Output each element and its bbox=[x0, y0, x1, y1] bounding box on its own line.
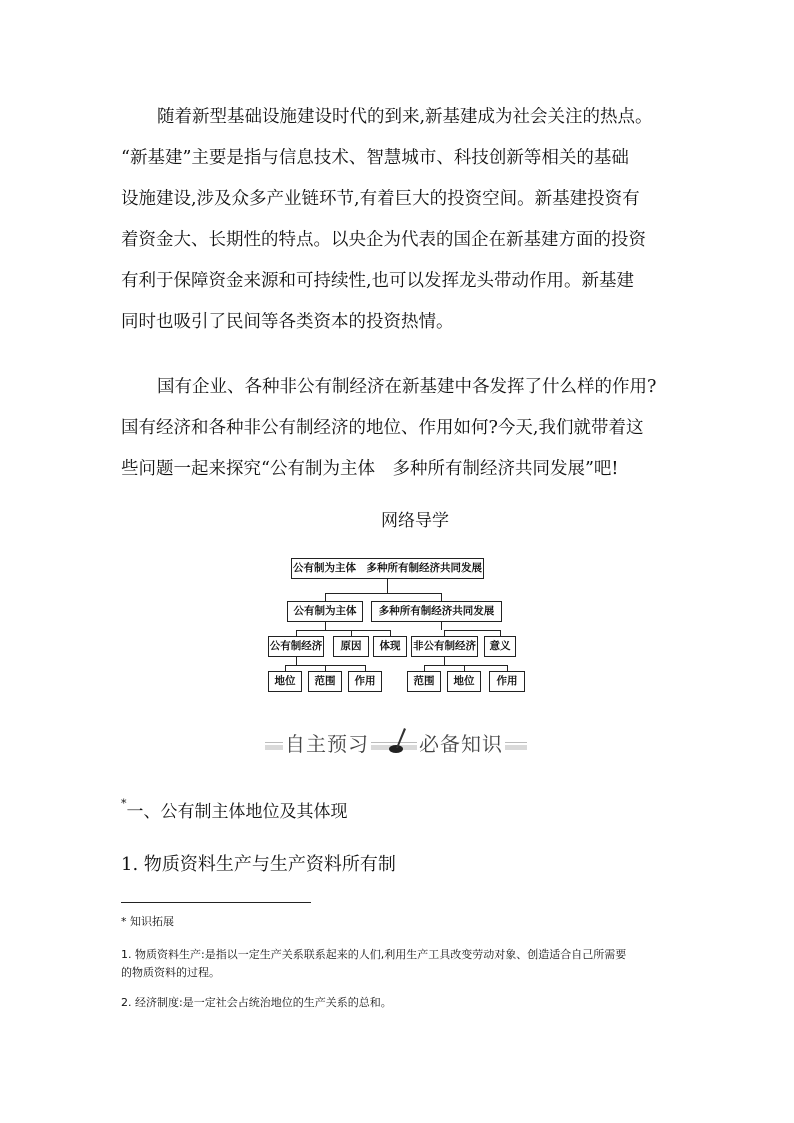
banner-right-text: 必备知识 bbox=[417, 728, 505, 757]
section-heading-2: 1. 物质资料生产与生产资料所有制 bbox=[121, 854, 396, 875]
section-1-title: 一、公有制主体地位及其体现 bbox=[126, 802, 348, 822]
footnote-mark: * bbox=[121, 797, 127, 810]
diagram-title: 网络导学 bbox=[381, 511, 449, 531]
footnote-item-1-line: 1. 物质资料生产:是指以一定生产关系联系起来的人们,利用生产工具改变劳动对象、创造适合自己所需要 bbox=[121, 948, 627, 961]
diagram-leaf: 地位 bbox=[268, 671, 302, 692]
diagram-node-public-economy: 公有制经济 bbox=[268, 636, 324, 657]
question-line: 些问题一起来探究“公有制为主体 多种所有制经济共同发展”吧! bbox=[121, 459, 619, 479]
diagram-leaf: 范围 bbox=[308, 671, 342, 692]
section-heading-1 bbox=[121, 797, 348, 822]
section-banner bbox=[265, 724, 527, 760]
diagram-root: 公有制为主体 多种所有制经济共同发展 bbox=[291, 558, 484, 579]
diagram-node-significance: 意义 bbox=[484, 636, 516, 657]
diagram-leaf: 作用 bbox=[348, 671, 382, 692]
ink-pen-icon bbox=[387, 726, 409, 754]
footnote-item-1 bbox=[121, 946, 681, 982]
footnote-item-2: 2. 经济制度:是一定社会占统治地位的生产关系的总和。 bbox=[121, 996, 392, 1009]
question-paragraph bbox=[121, 367, 681, 490]
intro-line: 有利于保障资金来源和可持续性,也可以发挥龙头带动作用。新基建 bbox=[121, 271, 635, 291]
question-line: 国有经济和各种非公有制经济的地位、作用如何?今天,我们就带着这 bbox=[121, 418, 644, 438]
intro-line: 着资金大、长期性的特点。以央企为代表的国企在新基建方面的投资 bbox=[121, 230, 646, 250]
diagram-node-embodiment: 体现 bbox=[373, 636, 407, 657]
question-line: 国有企业、各种非公有制经济在新基建中各发挥了什么样的作用? bbox=[157, 377, 657, 397]
footnote-heading: * 知识拓展 bbox=[121, 915, 174, 928]
diagram-left-node: 公有制为主体 bbox=[287, 601, 363, 622]
intro-line: 同时也吸引了民间等各类资本的投资热情。 bbox=[121, 312, 454, 332]
footnote-item-1-line: 的物质资料的过程。 bbox=[121, 966, 220, 979]
diagram-leaf: 作用 bbox=[489, 671, 525, 692]
intro-paragraph bbox=[121, 97, 681, 343]
diagram-node-nonpublic-economy: 非公有制经济 bbox=[411, 636, 478, 657]
diagram-leaf: 范围 bbox=[407, 671, 441, 692]
intro-line: “新基建”主要是指与信息技术、智慧城市、科技创新等相关的基础 bbox=[121, 148, 629, 168]
intro-line: 随着新型基础设施建设时代的到来,新基建成为社会关注的热点。 bbox=[157, 107, 653, 127]
banner-left-text: 自主预习 bbox=[283, 728, 371, 757]
intro-line: 设施建设,涉及众多产业链环节,有着巨大的投资空间。新基建投资有 bbox=[121, 189, 640, 209]
diagram-node-reason: 原因 bbox=[333, 636, 369, 657]
footnote-divider bbox=[121, 902, 311, 903]
diagram-leaf: 地位 bbox=[447, 671, 481, 692]
diagram-right-node: 多种所有制经济共同发展 bbox=[371, 601, 502, 622]
